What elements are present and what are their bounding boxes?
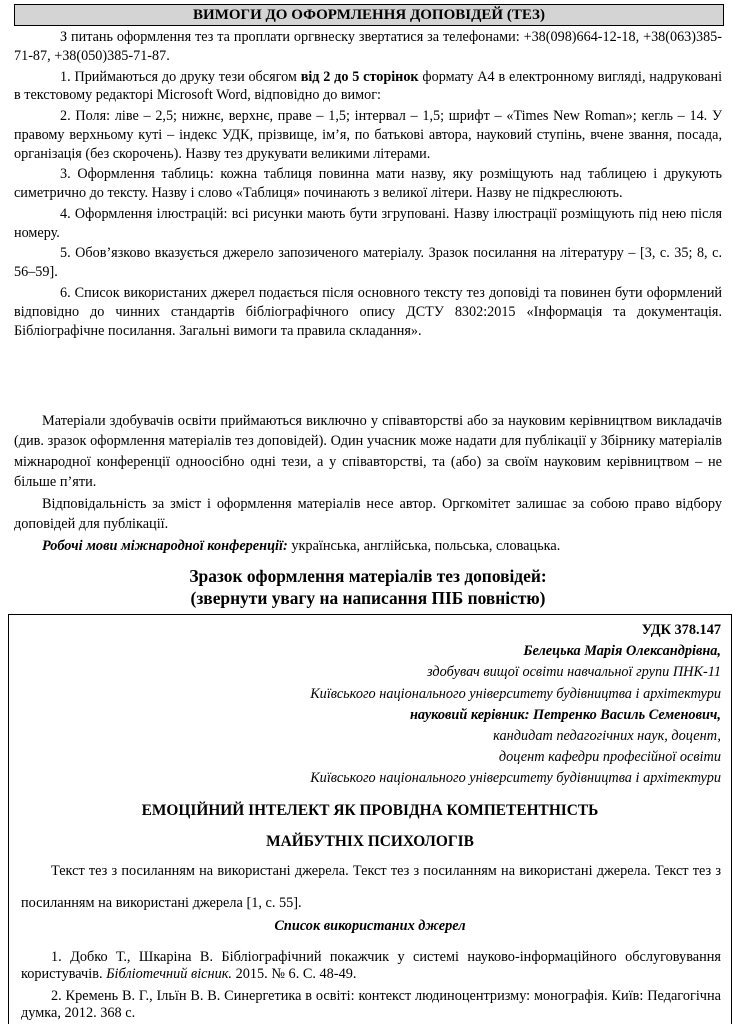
requirement-item-5: 5. Обов’язково вказується джерело запозиченого матеріалу. Зразок посилання на літературу – [3, с. 35; 8, с. 56–59]. <box>14 245 722 281</box>
reference-item-2: 2. Кремень В. Г., Ільїн В. В. Синергетика в освіті: контекст людиноцентризму: монографія. Київ: Педагогічна думка, 2012. 368 с. <box>21 987 721 1022</box>
author-status: здобувач вищої освіти навчальної групи ПНК-11 <box>427 664 721 681</box>
sample-title-line-2: (звернути увагу на написання ПІБ повністю) <box>190 587 546 608</box>
requirement-item-6: 6. Список використаних джерел подається після основного тексту тез доповіді та повинен бути оформлений відповідно до чинних стандартів бібліографічного опису ДСТУ 8302:2015 «Інформація та документація. Бібліографічне посилання. Загальні вимоги та правила складання». <box>14 284 722 339</box>
reference-1-text: 1. Добко Т., Шкаріна В. Бібліографічний покажчик у системі науково-інформаційного обслуговування користувачів. <box>21 949 721 983</box>
contacts-paragraph: З питань оформлення тез та проплати оргвнеску звертатися за телефонами: +38(098)664-12-18, +38(063)385-71-87, +38(050)385-71-87. <box>14 29 722 64</box>
languages-note <box>14 536 722 556</box>
requirement-item-2: 2. Поля: ліве – 2,5; нижнє, верхнє, праве – 1,5; інтервал – 1,5; шрифт – «Times New Roman»; кегль – 14. У правому верхньому куті – індекс УДК, прізвище, ім’я, по батькові автора, науковий ступінь, вчене звання, посада, організація (без скорочень). Назву тез друкувати великими літерами. <box>14 108 722 162</box>
author-name: Белецька Марія Олександрівна, <box>523 643 721 660</box>
thesis-title <box>9 801 731 851</box>
supervisor-position: доцент кафедри професійної освіти <box>498 749 721 766</box>
thesis-title-line-2: МАЙБУТНІХ ПСИХОЛОГІВ <box>266 833 474 850</box>
requirement-item-3: 3. Оформлення таблиць: кожна таблиця повинна мати назву, яку розміщують над таблицею і друкують симетрично до тексту. Назву і слово «Таблиця» починають з великої літери. Назву не підкреслюють. <box>14 166 722 202</box>
reference-1-journal: Бібліотечний вісник. <box>106 966 233 983</box>
reference-1-details: 2015. № 6. С. 48-49. <box>232 966 357 983</box>
sample-title <box>14 566 722 609</box>
sample-frame <box>8 614 732 1024</box>
thesis-title-line-1: ЕМОЦІЙНИЙ ІНТЕЛЕКТ ЯК ПРОВІДНА КОМПЕТЕНТНІСТЬ <box>141 802 599 819</box>
materials-note: Матеріали здобувачів освіти приймаються виключно у співавторстві або за науковим керівництвом викладачів (див. зразок оформлення матеріалів тез доповідей). Один учасник може надати для публікації у Збірнику матеріалів міжнародної конференції одноосібно одні тези, а у співавторстві, та (або) за своїм науковим керівництвом – не більше п’яти. <box>14 413 722 490</box>
page-count-emphasis: від 2 до 5 сторінок <box>300 68 419 85</box>
supervisor-degree: кандидат педагогічних наук, доцент, <box>493 728 721 745</box>
thesis-body: Текст тез з посиланням на використані джерела. Текст тез з посиланням на використані джерела. Текст тез з посиланням на використані джерела [1, с. 55]. <box>21 863 721 911</box>
responsibility-note: Відповідальність за зміст і оформлення матеріалів несе автор. Оргкомітет залишає за собою право відбору доповідей для публікації. <box>14 495 722 532</box>
languages-value: українська, англійська, польська, словацька. <box>287 537 561 554</box>
author-organization: Київського національного університету будівництва і архітектури <box>310 685 721 702</box>
languages-label: Робочі мови міжнародної конференції: <box>42 537 288 554</box>
references-list <box>21 949 721 1023</box>
requirement-1-text-end: формату А4 в електронному вигляді, надруковані в текстовому редакторі Microsoft Word, відповідно до вимог: <box>14 68 723 104</box>
sample-title-line-1: Зразок оформлення матеріалів тез доповідей: <box>189 566 547 586</box>
requirement-item-4: 4. Оформлення ілюстрацій: всі рисунки мають бути згруповані. Назву ілюстрації розміщують під нею після номеру. <box>14 205 722 241</box>
author-block <box>201 620 721 790</box>
supervisor-name: науковий керівник: Петренко Василь Семенович, <box>409 706 721 723</box>
references-heading: Список використаних джерел <box>274 918 466 934</box>
reference-item-1 <box>21 949 721 984</box>
supervisor-organization: Київського національного університету будівництва і архітектури <box>310 770 721 787</box>
requirement-1-text: 1. Приймаються до друку тези обсягом <box>60 68 301 85</box>
requirements-header: ВИМОГИ ДО ОФОРМЛЕННЯ ДОПОВІДЕЙ (ТЕЗ) <box>14 4 724 26</box>
conference-notes <box>14 411 722 556</box>
requirements-list <box>14 28 722 341</box>
requirement-item-1 <box>14 68 722 106</box>
udk-index: УДК 378.147 <box>641 622 721 638</box>
